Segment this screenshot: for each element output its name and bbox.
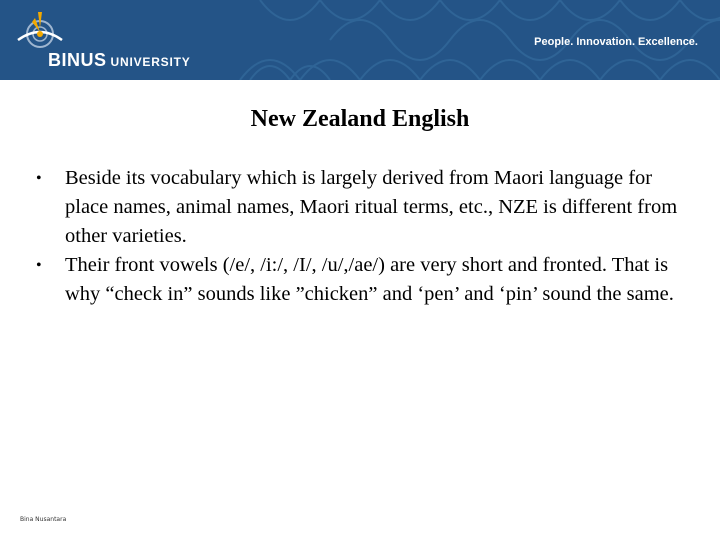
bullet-item [30, 164, 690, 251]
logo-suffix: UNIVERSITY [110, 55, 191, 69]
slide-header [0, 0, 720, 80]
bullet-icon: • [36, 170, 42, 187]
bullet-list [30, 164, 690, 309]
logo-wordmark [48, 51, 191, 70]
logo-brand: BINUS [48, 50, 107, 70]
bullet-icon: • [36, 257, 42, 274]
footer-text: Bina Nusantara [20, 516, 67, 523]
slide-title: New Zealand English [250, 106, 470, 132]
tagline: People. Innovation. Excellence. [534, 36, 698, 48]
bullet-item [30, 251, 690, 309]
bullet-text: Their front vowels (/e/, /i:/, /I/, /u/,/ae/) are very short and fronted. That is why “check in” sounds like ”chicken” and ‘pen’ and ‘pin’ sound the same. [65, 254, 674, 305]
binus-logo [14, 10, 214, 74]
bullet-text: Beside its vocabulary which is largely derived from Maori language for place names, animal names, Maori ritual terms, etc., NZE is different from other varieties. [65, 167, 678, 247]
